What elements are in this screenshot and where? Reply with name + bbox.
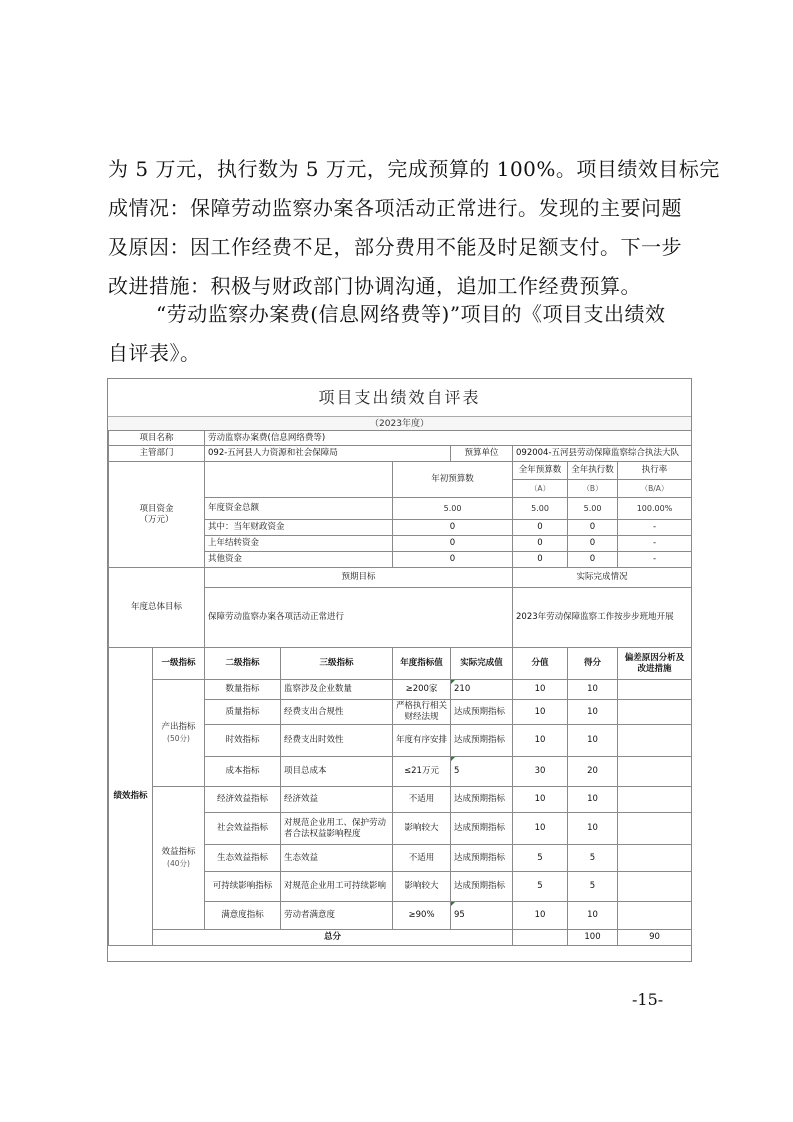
indicator-header: 年度指标值 xyxy=(393,648,451,680)
indicator-got: 10 xyxy=(568,680,618,700)
initial-budget-header: 年初预算数 xyxy=(393,462,513,498)
indicator-got: 20 xyxy=(568,757,618,787)
indicator-score: 5 xyxy=(513,872,568,902)
level2-indicator: 成本指标 xyxy=(205,757,281,787)
body-paragraph-1 xyxy=(108,150,720,306)
level2-indicator: 可持续影响指标 xyxy=(205,872,281,902)
body-line: 为 5 万元，执行数为 5 万元，完成预算的 100%。项目绩效目标完 xyxy=(108,157,720,181)
performance-indicators-label: 绩效指标 xyxy=(109,648,153,946)
department-row xyxy=(109,446,692,462)
funds-row-label: 其他资金 xyxy=(205,552,393,568)
level3-indicator: 生态效益 xyxy=(281,845,393,872)
indicator-got: 10 xyxy=(568,787,618,813)
funds-initial: 0 xyxy=(393,536,513,552)
level2-indicator: 满意度指标 xyxy=(205,902,281,930)
output-indicator-score: (50分) xyxy=(167,733,190,743)
indicator-header: 二级指标 xyxy=(205,648,281,680)
project-name-label: 项目名称 xyxy=(109,431,205,446)
budget-unit-label: 预算单位 xyxy=(451,446,513,462)
indicator-score: 10 xyxy=(513,902,568,930)
indicator-actual: 达成预期指标 xyxy=(451,787,513,813)
indicator-deviation xyxy=(618,787,692,813)
level3-indicator: 经费支出时效性 xyxy=(281,725,393,757)
indicator-deviation xyxy=(618,680,692,700)
indicator-actual: 达成预期指标 xyxy=(451,700,513,725)
total-got: 90 xyxy=(618,930,692,946)
form-year: （2023年度） xyxy=(108,416,691,431)
funds-exec: 0 xyxy=(568,552,618,568)
benefit-indicator-score: (40分) xyxy=(167,858,190,868)
funds-rate: - xyxy=(618,552,692,568)
form-title: 项目支出绩效自评表 xyxy=(318,388,481,407)
budget-unit-value: 092004-五河县劳动保障监察综合执法大队 xyxy=(513,446,692,462)
indicator-header: 实际完成值 xyxy=(451,648,513,680)
indicator-target: 年度有序安排 xyxy=(393,725,451,757)
department-label: 主管部门 xyxy=(109,446,205,462)
project-name-row xyxy=(109,431,692,446)
level3-indicator: 经费支出合规性 xyxy=(281,700,393,725)
body-line: 自评表》。 xyxy=(108,341,201,365)
indicator-score: 10 xyxy=(513,700,568,725)
indicator-header: 三级指标 xyxy=(281,648,393,680)
funds-initial: 5.00 xyxy=(393,498,513,520)
body-line: 改进措施：积极与财政部门协调沟通，追加工作经费预算。 xyxy=(108,274,641,298)
benefit-indicator-label: 效益指标 xyxy=(161,846,196,857)
indicator-score: 10 xyxy=(513,813,568,845)
level2-indicator: 数量指标 xyxy=(205,680,281,700)
annual-goal-label: 年度总体目标 xyxy=(109,568,205,648)
indicator-score: 10 xyxy=(513,680,568,700)
empty-cell xyxy=(513,930,568,946)
indicator-header: 一级指标 xyxy=(153,648,205,680)
level2-indicator: 生态效益指标 xyxy=(205,845,281,872)
total-label: 总分 xyxy=(153,930,513,946)
indicator-deviation xyxy=(618,700,692,725)
expected-goal-header: 预期目标 xyxy=(205,568,513,588)
output-indicator-label: 产出指标 xyxy=(161,721,196,732)
goal-header-row xyxy=(109,568,692,588)
total-score: 100 xyxy=(568,930,618,946)
indicator-actual: 达成预期指标 xyxy=(451,813,513,845)
level3-indicator: 劳动者满意度 xyxy=(281,902,393,930)
funds-initial: 0 xyxy=(393,552,513,568)
indicator-actual: 达成预期指标 xyxy=(451,845,513,872)
indicator-row xyxy=(109,787,692,813)
project-name-value: 劳动监察办案费(信息网络费等) xyxy=(205,431,692,446)
funds-rate: 100.00% xyxy=(618,498,692,520)
body-paragraph-2 xyxy=(108,295,693,373)
level2-indicator: 时效指标 xyxy=(205,725,281,757)
indicator-header: 分值 xyxy=(513,648,568,680)
indicator-actual: 达成预期指标 xyxy=(451,725,513,757)
funds-budget: 0 xyxy=(513,520,568,536)
indicator-got: 10 xyxy=(568,700,618,725)
actual-goal-text: 2023年劳动保障监察工作按步步班地开展 xyxy=(513,588,692,648)
level3-indicator: 监察涉及企业数量 xyxy=(281,680,393,700)
annual-exec-header: 全年执行数 xyxy=(568,462,618,480)
level2-indicator: 经济效益指标 xyxy=(205,787,281,813)
indicator-target: 不适用 xyxy=(393,845,451,872)
level3-indicator: 经济效益 xyxy=(281,787,393,813)
annual-budget-header: 全年预算数 xyxy=(513,462,568,480)
output-indicator-group xyxy=(153,680,205,787)
funds-initial: 0 xyxy=(393,520,513,536)
indicator-target: ≤21万元 xyxy=(393,757,451,787)
funds-row-label: 上年结转资金 xyxy=(205,536,393,552)
funds-budget: 5.00 xyxy=(513,498,568,520)
indicator-actual: 5 xyxy=(451,757,513,787)
indicator-score: 30 xyxy=(513,757,568,787)
indicator-deviation xyxy=(618,845,692,872)
indicator-target: 不适用 xyxy=(393,787,451,813)
indicator-target: 严格执行相关财经法规 xyxy=(393,700,451,725)
indicator-actual: 95 xyxy=(451,902,513,930)
indicator-deviation xyxy=(618,813,692,845)
exec-rate-header: 执行率 xyxy=(618,462,692,480)
funds-label: 项目资金 （万元） xyxy=(109,462,205,568)
indicator-header-row xyxy=(109,648,692,680)
total-row xyxy=(109,930,692,946)
indicator-deviation xyxy=(618,872,692,902)
funds-budget: 0 xyxy=(513,552,568,568)
expected-goal-text: 保障劳动监察办案各项活动正常进行 xyxy=(205,588,513,648)
body-line: 成情况：保障劳动监察办案各项活动正常进行。发现的主要问题 xyxy=(108,196,682,220)
funds-header-row xyxy=(109,462,692,480)
indicator-got: 10 xyxy=(568,813,618,845)
indicator-deviation xyxy=(618,757,692,787)
indicator-target: 影响较大 xyxy=(393,813,451,845)
level2-indicator: 质量指标 xyxy=(205,700,281,725)
indicator-target: ≥200家 xyxy=(393,680,451,700)
indicator-row xyxy=(109,680,692,700)
funds-exec: 5.00 xyxy=(568,498,618,520)
benefit-indicator-group xyxy=(153,787,205,930)
funds-row-label: 其中：当年财政资金 xyxy=(205,520,393,536)
indicator-got: 10 xyxy=(568,902,618,930)
level3-indicator: 项目总成本 xyxy=(281,757,393,787)
indicator-score: 10 xyxy=(513,725,568,757)
funds-exec: 0 xyxy=(568,520,618,536)
indicator-got: 5 xyxy=(568,872,618,902)
body-line: “劳动监察办案费(信息网络费等)”项目的《项目支出绩效 xyxy=(156,302,666,326)
indicator-got: 5 xyxy=(568,845,618,872)
indicator-deviation xyxy=(618,725,692,757)
indicator-actual: 达成预期指标 xyxy=(451,872,513,902)
funds-rate: - xyxy=(618,536,692,552)
indicator-deviation xyxy=(618,902,692,930)
indicator-score: 5 xyxy=(513,845,568,872)
funds-exec: 0 xyxy=(568,536,618,552)
indicator-target: ≥90% xyxy=(393,902,451,930)
performance-evaluation-form xyxy=(107,378,692,962)
annual-budget-code: （A） xyxy=(513,480,568,498)
indicator-header: 偏差原因分析及改进措施 xyxy=(618,648,692,680)
actual-goal-header: 实际完成情况 xyxy=(513,568,692,588)
indicator-actual: 210 xyxy=(451,680,513,700)
department-value: 092-五河县人力资源和社会保障局 xyxy=(205,446,451,462)
exec-rate-code: （B/A） xyxy=(618,480,692,498)
level3-indicator: 对规范企业用工、保护劳动者合法权益影响程度 xyxy=(281,813,393,845)
indicator-got: 10 xyxy=(568,725,618,757)
level2-indicator: 社会效益指标 xyxy=(205,813,281,845)
indicator-score: 10 xyxy=(513,787,568,813)
funds-blank-header xyxy=(205,462,393,498)
indicator-header: 得分 xyxy=(568,648,618,680)
page-number: -15- xyxy=(632,990,664,1009)
funds-budget: 0 xyxy=(513,536,568,552)
level3-indicator: 对规范企业用工可持续影响 xyxy=(281,872,393,902)
funds-row-label: 年度资金总额 xyxy=(205,498,393,520)
body-line: 及原因：因工作经费不足，部分费用不能及时足额支付。下一步 xyxy=(108,235,682,259)
indicator-target: 影响较大 xyxy=(393,872,451,902)
funds-rate: - xyxy=(618,520,692,536)
evaluation-table xyxy=(108,430,692,946)
annual-exec-code: （B） xyxy=(568,480,618,498)
